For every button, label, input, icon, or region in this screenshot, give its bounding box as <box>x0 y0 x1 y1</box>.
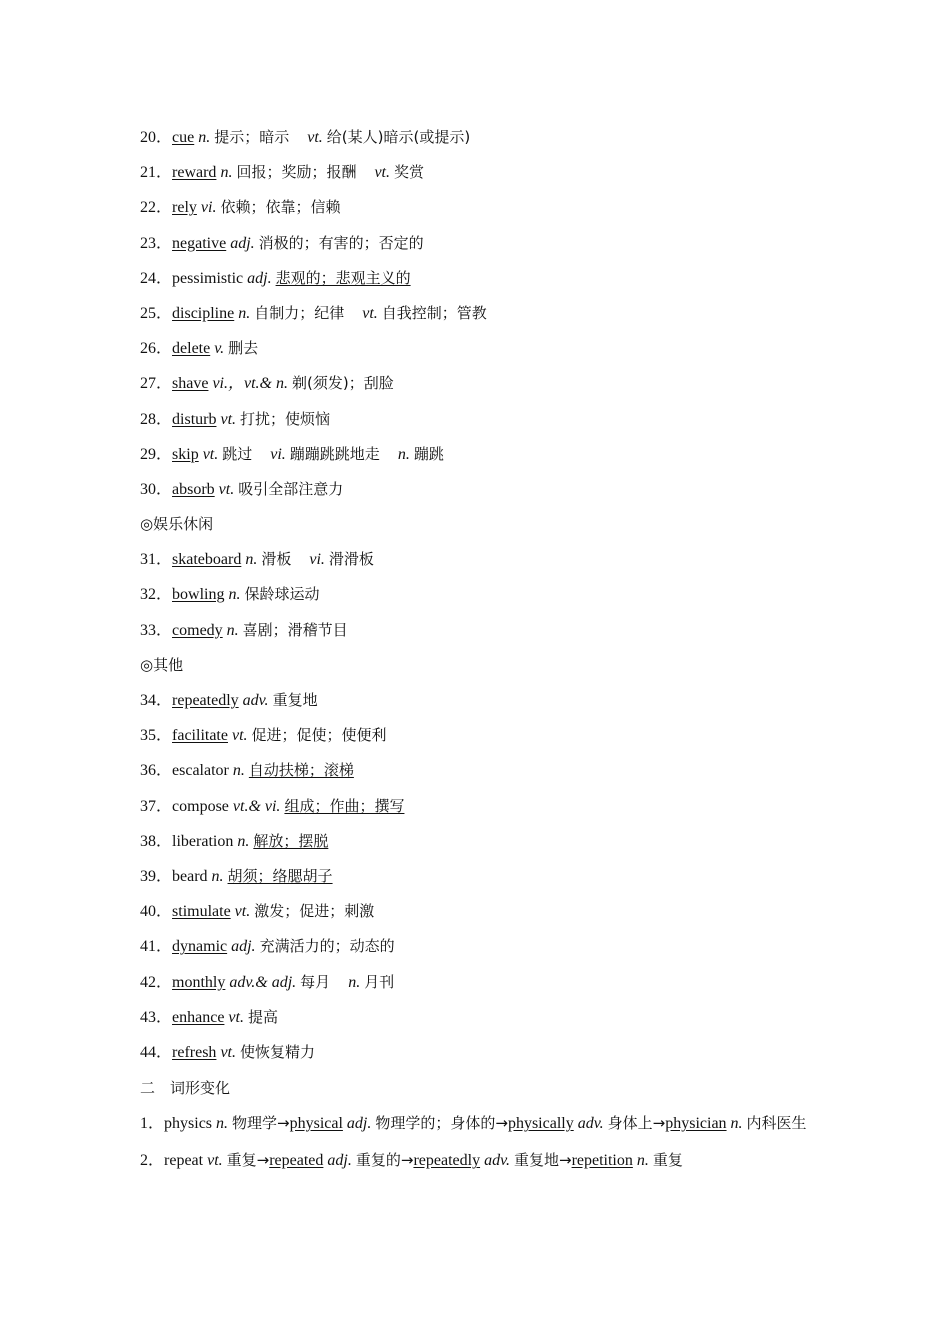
category-heading-other: ◎其他 <box>140 655 184 674</box>
entry-pos: n. <box>397 445 410 463</box>
entry-word: refresh <box>172 1043 217 1061</box>
entry-number: 42． <box>140 973 173 991</box>
derivation-entry <box>140 1108 820 1139</box>
entry-pos: adj. <box>230 234 255 252</box>
entry-number: 38． <box>140 832 173 850</box>
entry-definition: 解放；摆脱 <box>253 831 329 850</box>
entry-pos: v. <box>214 340 225 358</box>
derived-word: repeated <box>269 1152 324 1170</box>
entry-pos: n. <box>730 1115 743 1133</box>
entry-definition: 给(某人)暗示(或提示) <box>326 128 471 146</box>
entry-word: disturb <box>172 410 217 428</box>
entry-definition: 组成；作曲；撰写 <box>284 796 405 815</box>
entry-pos: adj. <box>231 938 256 956</box>
entry-pos: vt. <box>362 304 378 322</box>
entry-pos: adj. <box>247 269 272 287</box>
vocab-entry <box>140 931 820 966</box>
entry-number: 39． <box>140 867 173 885</box>
entry-pos: vi. <box>200 199 217 217</box>
entry-pos: vt. <box>374 164 390 182</box>
entry-definition: 打扰；使烦恼 <box>240 409 331 428</box>
entry-word: rely <box>172 199 197 217</box>
entry-word: monthly <box>172 973 226 991</box>
vocab-entry <box>140 896 820 931</box>
entry-number: 35． <box>140 727 173 745</box>
entry-pos: vt. <box>231 727 248 745</box>
entry-word: reward <box>172 164 217 182</box>
entry-pos: n. <box>245 551 258 569</box>
entry-word: pessimistic <box>172 269 244 287</box>
vocab-entry <box>140 791 820 826</box>
derived-word: physical <box>289 1115 343 1133</box>
entry-definition: 跳过 <box>222 444 253 463</box>
entry-definition: 激发；促进；刺激 <box>254 902 375 921</box>
entry-number: 31． <box>140 551 173 569</box>
vocab-entry <box>140 826 820 861</box>
entry-definition: 重复→ <box>226 1151 270 1170</box>
entry-number: 37． <box>140 797 173 815</box>
entry-pos: vi. <box>270 445 286 463</box>
entry-word: liberation <box>172 832 234 850</box>
entry-pos: vt. <box>207 1152 223 1170</box>
vocab-entry <box>140 298 820 333</box>
entry-pos: n. <box>228 586 241 604</box>
entry-definition: 回报；奖励；报酬 <box>236 163 357 182</box>
base-word: physics <box>164 1115 213 1133</box>
entry-number: 28． <box>140 410 173 428</box>
entry-pos: adj. <box>327 1152 352 1170</box>
entry-pos: adv.& adj. <box>229 973 297 991</box>
entry-pos: n. <box>211 867 224 885</box>
vocab-entry <box>140 157 820 192</box>
entry-definition: 剃(须发)；刮脸 <box>292 374 394 393</box>
entry-definition: 重复地→ <box>513 1151 572 1170</box>
entry-number: 25． <box>140 304 173 322</box>
entry-number: 27． <box>140 375 173 393</box>
entry-number: 43． <box>140 1008 173 1026</box>
vocab-entry <box>140 404 820 439</box>
entry-definition: 月刊 <box>364 972 395 991</box>
derived-word: physician <box>665 1115 727 1133</box>
entry-word: beard <box>172 867 208 885</box>
entry-number: 41． <box>140 938 173 956</box>
entry-pos: vi.，vt.& n. <box>212 375 288 393</box>
entry-pos: vt. <box>202 445 219 463</box>
entry-definition: 每月 <box>300 972 331 991</box>
entry-pos: n. <box>216 1115 229 1133</box>
entry-pos: adj. <box>346 1115 372 1133</box>
entry-definition: 消极的；有害的；否定的 <box>258 233 424 252</box>
entry-pos: n. <box>348 973 361 991</box>
derivation-entry <box>140 1145 820 1176</box>
vocab-entry <box>140 579 820 614</box>
entry-number: 32． <box>140 586 173 604</box>
vocab-entry <box>140 333 820 368</box>
entry-number: 20． <box>140 129 173 146</box>
entry-word: discipline <box>172 304 235 322</box>
entry-number: 40． <box>140 903 173 921</box>
entry-number: 34． <box>140 692 173 709</box>
vocab-entry <box>140 1002 820 1037</box>
entry-word: comedy <box>172 621 223 639</box>
vocab-entry <box>140 1037 820 1072</box>
entry-number: 2． <box>140 1152 165 1170</box>
entry-pos: n. <box>232 762 245 780</box>
vocab-entry <box>140 439 820 474</box>
vocab-entry <box>140 263 820 298</box>
entry-number: 44． <box>140 1043 173 1061</box>
entry-number: 22． <box>140 199 173 217</box>
entry-number: 1． <box>140 1115 165 1133</box>
entry-word: repeatedly <box>172 692 239 709</box>
entry-definition: 自动扶梯；滚梯 <box>248 761 354 780</box>
entry-definition: 自我控制；管教 <box>381 303 487 322</box>
entry-pos: vt. <box>220 1043 236 1061</box>
entry-pos: n. <box>636 1152 649 1170</box>
entry-pos: adv. <box>577 1115 604 1133</box>
vocab-entry <box>140 720 820 755</box>
entry-number: 24． <box>140 269 173 287</box>
entry-pos: vt. <box>307 129 323 146</box>
entry-definition: 重复的→ <box>355 1151 414 1170</box>
entry-pos: vi. <box>309 551 325 569</box>
entry-definition: 删去 <box>228 339 259 358</box>
derived-word: physically <box>507 1115 574 1133</box>
entry-definition: 自制力；纪律 <box>254 303 345 322</box>
entry-word: compose <box>172 797 229 815</box>
entry-word: dynamic <box>172 938 228 956</box>
entry-word: shave <box>172 375 209 393</box>
vocabulary-list <box>140 122 820 1182</box>
entry-word: negative <box>172 234 227 252</box>
entry-pos: vt. <box>228 1008 244 1026</box>
entry-definition: 滑板 <box>261 550 292 569</box>
entry-pos: n. <box>198 129 211 146</box>
vocab-entry <box>140 228 820 263</box>
entry-definition: 重复 <box>652 1151 683 1170</box>
entry-word: stimulate <box>172 903 231 921</box>
entry-definition: 促进；促使；使便利 <box>251 726 387 745</box>
entry-word: escalator <box>172 762 229 780</box>
entry-number: 36． <box>140 762 173 780</box>
derived-word: repeatedly <box>413 1152 481 1170</box>
entry-definition: 提高 <box>247 1007 278 1026</box>
entry-definition: 胡须；络腮胡子 <box>227 866 333 885</box>
entry-definition: 滑滑板 <box>328 550 374 569</box>
entry-number: 21． <box>140 164 173 182</box>
entry-definition: 身体上→ <box>607 1114 666 1133</box>
entry-word: skateboard <box>172 551 242 569</box>
entry-definition: 蹦蹦跳跳地走 <box>289 444 380 463</box>
entry-pos: vt. <box>220 410 237 428</box>
entry-word: delete <box>172 340 211 358</box>
vocab-entry <box>140 192 820 227</box>
entry-word: facilitate <box>172 727 228 745</box>
entry-definition: 保龄球运动 <box>244 585 320 604</box>
entry-definition: 提示；暗示 <box>214 128 290 146</box>
vocab-entry <box>140 544 820 579</box>
entry-definition: 物理学的；身体的→ <box>375 1114 508 1133</box>
entry-pos: n. <box>237 832 250 850</box>
entry-pos: n. <box>238 304 251 322</box>
entry-definition: 内科医生 <box>746 1114 807 1133</box>
vocab-entry <box>140 122 820 157</box>
entry-word: skip <box>172 445 199 463</box>
entry-pos: vt.& vi. <box>232 797 281 815</box>
category-heading-leisure: ◎娱乐休闲 <box>140 515 214 534</box>
entry-number: 29． <box>140 445 173 463</box>
vocab-entry <box>140 685 820 720</box>
section-heading: 二 词形变化 <box>140 1079 231 1098</box>
entry-pos: adv. <box>242 692 269 709</box>
vocab-entry <box>140 368 820 403</box>
entry-definition: 奖赏 <box>394 163 425 182</box>
entry-definition: 使恢复精力 <box>239 1042 315 1061</box>
entry-definition: 悲观的；悲观主义的 <box>275 268 411 287</box>
entry-pos: vt. <box>234 903 251 921</box>
entry-pos: adv. <box>484 1152 510 1170</box>
entry-word: enhance <box>172 1008 225 1026</box>
entry-word: absorb <box>172 480 215 498</box>
entry-definition: 重复地 <box>272 691 318 709</box>
vocab-entry <box>140 755 820 790</box>
entry-definition: 喜剧；滑稽节目 <box>242 620 348 639</box>
vocab-entry <box>140 474 820 509</box>
derived-word: repetition <box>571 1152 633 1170</box>
entry-number: 26． <box>140 340 173 358</box>
entry-pos: vt. <box>218 480 235 498</box>
vocab-entry <box>140 861 820 896</box>
vocab-entry <box>140 615 820 650</box>
entry-pos: n. <box>220 164 233 182</box>
base-word: repeat <box>164 1152 204 1170</box>
vocab-entry <box>140 967 820 1002</box>
entry-definition: 物理学→ <box>232 1114 290 1133</box>
entry-number: 30． <box>140 480 173 498</box>
entry-definition: 蹦跳 <box>413 444 444 463</box>
entry-definition: 吸引全部注意力 <box>238 479 344 498</box>
entry-number: 33． <box>140 621 173 639</box>
entry-definition: 充满活力的；动态的 <box>259 937 395 956</box>
entry-definition: 依赖；依靠；信赖 <box>220 198 341 217</box>
entry-word: cue <box>172 129 195 146</box>
entry-word: bowling <box>172 586 225 604</box>
entry-pos: n. <box>226 621 239 639</box>
entry-number: 23． <box>140 234 173 252</box>
